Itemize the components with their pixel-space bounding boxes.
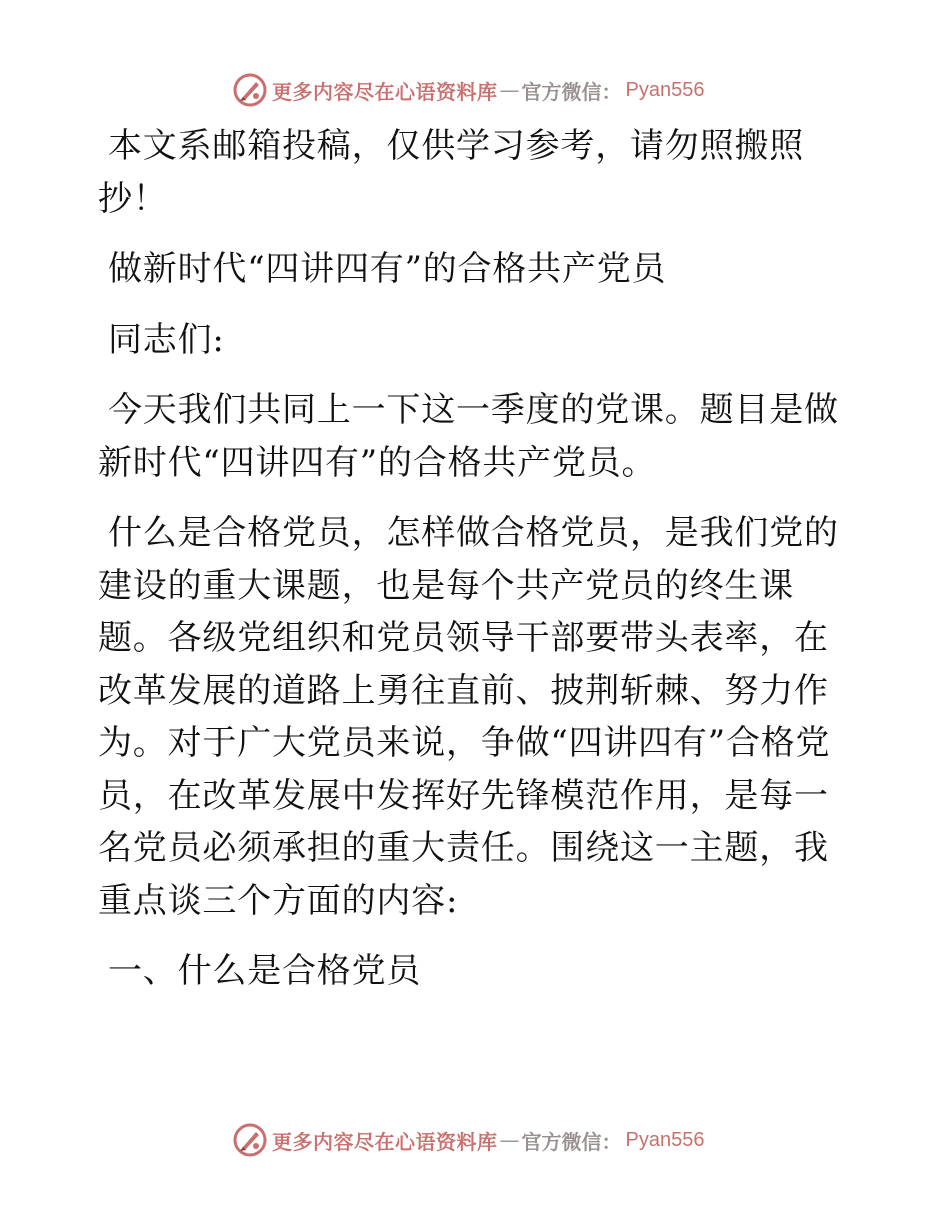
- document-title: [98, 243, 858, 296]
- banner-dash: —: [499, 1128, 520, 1152]
- banner-slogan: 更多内容尽在心语资料库: [272, 79, 498, 104]
- paragraph-salutation: [98, 314, 858, 367]
- header-banner: [232, 70, 704, 110]
- banner-wechat-id: Pyan556: [625, 78, 705, 101]
- paragraph-text: 什么是合格党员，怎样做合格党员，是我们党的建设的重大课题，也是每个共产党员的终生课题。各级党组织和党员领导干部要带头表率，在改革发展的道路上勇往直前、披荆斩棘、努力作为。对于广大党员来说，争做“四讲四有”合格党员，在改革发展中发挥好先锋模范作用，是每一名党员必须承担的重大责任。围绕这一主题，我重点谈三个方面的内容:: [98, 513, 839, 921]
- section-heading: [98, 945, 858, 998]
- quill-pen-logo-icon: [232, 1122, 268, 1158]
- banner-wechat-id: Pyan556: [625, 1128, 705, 1151]
- document-body: [98, 120, 858, 1016]
- paragraph-intro: [98, 384, 858, 489]
- paragraph-text: 一、什么是合格党员: [108, 951, 422, 991]
- quill-pen-logo-icon: [232, 72, 268, 108]
- paragraph-text: 同志们:: [108, 319, 225, 360]
- paragraph-text: 做新时代“四讲四有”的合格共产党员: [108, 249, 667, 289]
- banner-dash: —: [499, 78, 520, 102]
- banner-slogan: 更多内容尽在心语资料库: [272, 1129, 498, 1154]
- paragraph-body: [98, 507, 858, 927]
- banner-wechat-label: 官方微信：: [521, 1129, 622, 1154]
- paragraph-text: 今天我们共同上一下这一季度的党课。题目是做新时代“四讲四有”的合格共产党员。: [98, 390, 839, 483]
- paragraph-disclaimer: [98, 120, 858, 225]
- paragraph-text: 本文系邮箱投稿，仅供学习参考，请勿照搬照抄！: [98, 126, 804, 219]
- footer-banner: [232, 1120, 704, 1160]
- banner-wechat-label: 官方微信：: [521, 79, 622, 104]
